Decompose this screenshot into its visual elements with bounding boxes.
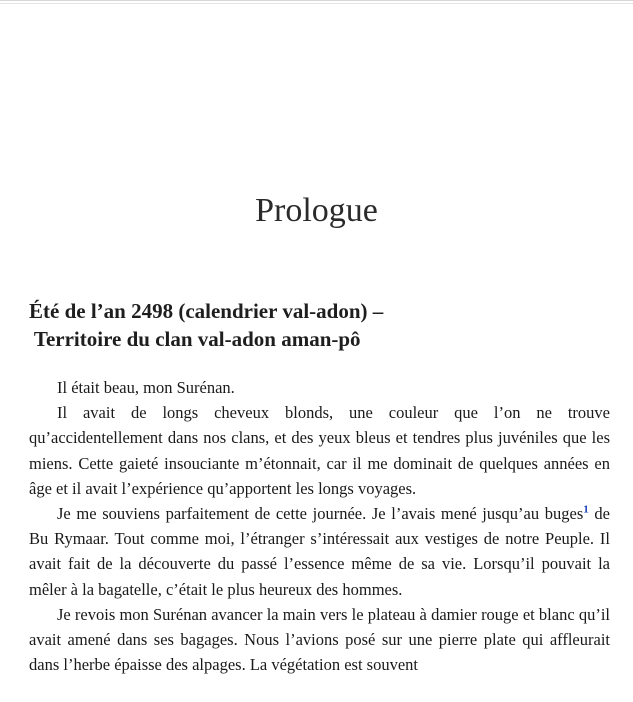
- chapter-title: Prologue: [255, 192, 378, 229]
- section-heading-line-2: Territoire du clan val-adon aman-pô: [29, 327, 361, 351]
- body-text: [29, 375, 610, 677]
- section-heading-line-1: Été de l’an 2498 (calendrier val-adon) –: [29, 299, 384, 323]
- paragraph-2: Il avait de longs cheveux blonds, une couleur que l’on ne trouve qu’accidentellement dans nos clans, et des yeux bleus et tendres plus juvéniles que les miens. Cette gaieté insouciante m’étonnait, car il me dominait de quelques années en âge et il avait l’expérience qu’apportent les longs voyages.: [29, 403, 610, 498]
- section-heading: [29, 297, 619, 353]
- paragraph-3: [29, 501, 610, 602]
- footnote-reference-link[interactable]: 1: [583, 503, 589, 516]
- paragraph-3-text-end: de Bu Rymaar. Tout comme moi, l’étranger s’intéressait aux vestiges de notre Peuple. Il avait fait de la découverte du passé l’essence même de sa vie. Lorsqu’il pouvait la mêler à la bagatelle, c’était le plus heureux des hommes.: [29, 504, 610, 599]
- paragraph-3-text-start: Je me souviens parfaitement de cette journée. Je l’avais mené jusqu’au buges: [57, 504, 584, 524]
- paragraph-4: Je revois mon Surénan avancer la main vers le plateau à damier rouge et blanc qu’il avait amené dans ses bagages. Nous l’avions posé sur une pierre plate qui affleurait dans l’herbe épaisse des alpages. La végétation est souvent: [29, 604, 610, 675]
- paragraph-1: Il était beau, mon Surénan.: [57, 378, 235, 397]
- top-divider: [0, 3, 633, 4]
